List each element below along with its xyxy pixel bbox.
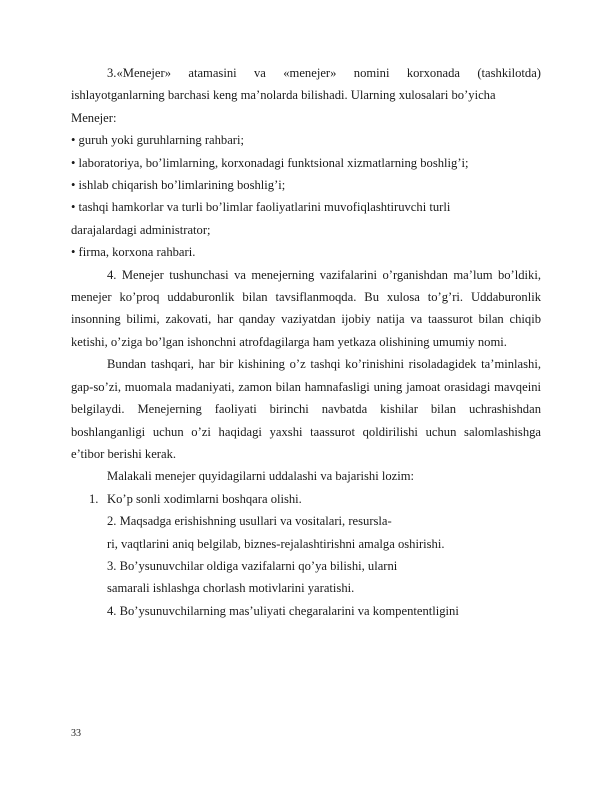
bullet-item: • tashqi hamkorlar va turli bo’limlar faoliyatlarini muvofiqlashtiruvchi turli bbox=[71, 200, 451, 215]
list-number: 1. bbox=[89, 491, 99, 506]
paragraph-4: 4. Menejer tushunchasi va menejerning vazifalarini o’rganishdan ma’lum bo’ldiki, menejer ko’proq uddaburonlik bilan tavsiflanmoqda. Bu xulosa to’g’ri. Uddaburonlik insonning bilimi, zakovati, har qanday vaziyatdan ijobiy natija va taassurot bilan chiqib ketishi, o’ziga bo’lgan ishonchni atrofdagilarga ham yetkaza olishining umumiy nomi. bbox=[71, 267, 541, 349]
page-number: 33 bbox=[71, 728, 81, 739]
bullet-item: • ishlab chiqarish bo’limlarining boshlig’i; bbox=[71, 178, 286, 193]
menejer-label: Menejer: bbox=[71, 110, 117, 125]
document-body bbox=[71, 62, 541, 622]
bullet-item: • guruh yoki guruhlarning rahbari; bbox=[71, 133, 244, 148]
bullet-item: • laboratoriya, bo’limlarning, korxonadagi funktsional xizmatlarning boshlig’i; bbox=[71, 155, 469, 170]
paragraph-3: 3.«Menejer» atamasini va «menejer» nomini korxonada (tashkilotda) ishlayotganlarning barchasi keng ma’nolarda bilishadi. Ularning xulosalari bo’yicha bbox=[71, 66, 541, 103]
bullet-item-continuation: darajalardagi administrator; bbox=[71, 222, 211, 237]
list-text: Ko’p sonli xodimlarni boshqara olishi. bbox=[107, 491, 302, 506]
list-line: 3. Bo’ysunuvchilar oldiga vazifalarni qo’ya bilishi, ularni bbox=[107, 558, 398, 573]
list-line: 4. Bo’ysunuvchilarning mas’uliyati chegaralarini va kompententligini bbox=[107, 603, 459, 618]
bullet-item: • firma, korxona rahbari. bbox=[71, 245, 196, 260]
list-line: 2. Maqsadga erishishning usullari va vositalari, resursla- bbox=[107, 514, 392, 529]
list-line: samarali ishlashga chorlash motivlarini yaratishi. bbox=[107, 581, 355, 596]
paragraph-5: Bundan tashqari, har bir kishining o’z tashqi ko’rinishini risoladagidek ta’minlashi, gap-so’zi, muomala madaniyati, zamon bilan hamnafasligi uning jamoat orasidagi mavqeini belgilaydi. Menejerning faoliyati birinchi navbatda kishilar bilan uchrashishdan boshlanganligi uchun o’zi haqidagi yaxshi taassurot qoldirilishi uchun salomlashishga e’tibor berishi kerak. bbox=[71, 357, 541, 461]
list-line: ri, vaqtlarini aniq belgilab, biznes-rejalashtirishni amalga oshirishi. bbox=[107, 536, 445, 551]
numbered-item-1 bbox=[71, 488, 541, 510]
qualified-intro: Malakali menejer quyidagilarni uddalashi va bajarishi lozim: bbox=[107, 469, 415, 484]
